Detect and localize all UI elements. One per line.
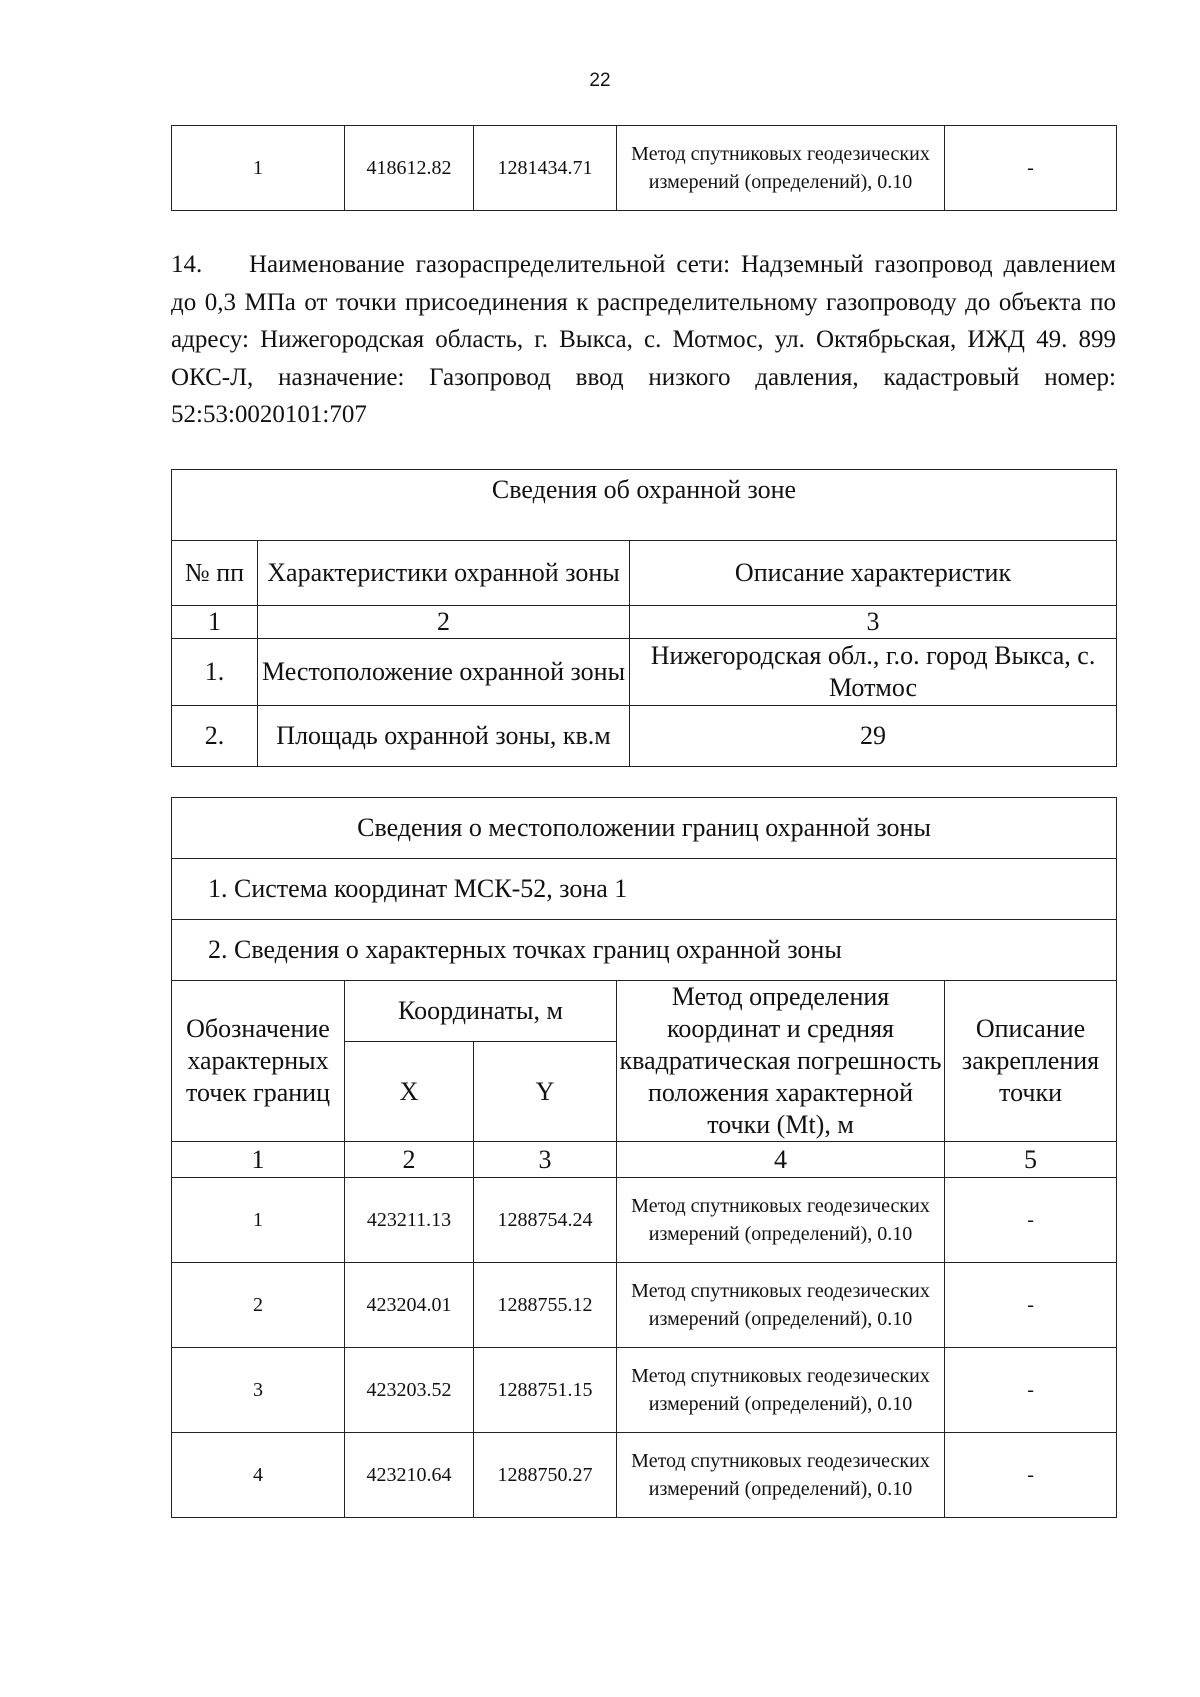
point-number: 4 xyxy=(172,1433,345,1518)
coord-y: 1288755.12 xyxy=(474,1263,617,1348)
header-method: Метод определения координат и средняя квадратическая погрешность положения характерной точки (Mt), м xyxy=(617,981,945,1142)
method-cell: Метод спутниковых геодезических измерений (определений), 0.10 xyxy=(617,1178,945,1263)
table-row xyxy=(172,706,1117,767)
row-number: 1. xyxy=(172,639,258,706)
coordinate-system: 1. Система координат МСК-52, зона 1 xyxy=(172,859,1117,920)
coord-y: 1288754.24 xyxy=(474,1178,617,1263)
page-number: 22 xyxy=(589,70,611,91)
coord-x: 423211.13 xyxy=(345,1178,474,1263)
column-index: 1 xyxy=(172,606,258,639)
table-row xyxy=(172,1263,1117,1348)
table-row xyxy=(172,126,1117,211)
table-row xyxy=(172,639,1117,706)
method-cell: Метод спутниковых геодезических измерений (определений), 0.10 xyxy=(617,1348,945,1433)
point-number: 1 xyxy=(172,126,345,211)
continued-coordinates-table xyxy=(171,125,1117,211)
point-number: 2 xyxy=(172,1263,345,1348)
method-cell: Метод спутниковых геодезических измерений (определений), 0.10 xyxy=(617,1263,945,1348)
column-index: 3 xyxy=(630,606,1117,639)
coord-x: 423203.52 xyxy=(345,1348,474,1433)
fix-description: - xyxy=(945,1348,1117,1433)
header-designation: Обозначение характерных точек границ xyxy=(172,981,345,1142)
zone-table-title: Сведения об охранной зоне xyxy=(172,470,1117,541)
fix-description: - xyxy=(945,1433,1117,1518)
boundary-points-table xyxy=(171,797,1117,1518)
column-index: 5 xyxy=(945,1142,1117,1178)
header-coordinates: Координаты, м xyxy=(345,981,617,1042)
header-number: № пп xyxy=(172,541,258,606)
points-title: 2. Сведения о характерных точках границ охранной зоны xyxy=(172,920,1117,981)
header-x: X xyxy=(345,1042,474,1142)
fix-description: - xyxy=(945,1178,1117,1263)
column-index: 4 xyxy=(617,1142,945,1178)
coord-x: 423210.64 xyxy=(345,1433,474,1518)
header-y: Y xyxy=(474,1042,617,1142)
coord-y: 1288750.27 xyxy=(474,1433,617,1518)
method-cell: Метод спутниковых геодезических измерений (определений), 0.10 xyxy=(617,126,945,211)
table-row xyxy=(172,1433,1117,1518)
point-number: 1 xyxy=(172,1178,345,1263)
coord-y: 1281434.71 xyxy=(474,126,617,211)
coord-x: 423204.01 xyxy=(345,1263,474,1348)
bounds-table-title: Сведения о местоположении границ охранной зоны xyxy=(172,798,1117,859)
column-index: 2 xyxy=(258,606,630,639)
characteristic-name: Местоположение охранной зоны xyxy=(258,639,630,706)
header-fix: Описание закрепления точки xyxy=(945,981,1117,1142)
fix-description: - xyxy=(945,126,1117,211)
table-row xyxy=(172,1348,1117,1433)
section-number: 14. xyxy=(171,251,203,278)
characteristic-value: Нижегородская обл., г.о. город Выкса, с. Мотмос xyxy=(630,639,1117,706)
coord-x: 418612.82 xyxy=(345,126,474,211)
row-number: 2. xyxy=(172,706,258,767)
characteristic-name: Площадь охранной зоны, кв.м xyxy=(258,706,630,767)
method-cell: Метод спутниковых геодезических измерений (определений), 0.10 xyxy=(617,1433,945,1518)
section-text: Наименование газораспределительной сети: Надземный газопровод давлением до 0,3 МПа от точки присоединения к распределительному газопроводу до объекта по адресу: Нижегородская область, г. Выкса, с. Мотмос, ул. Октябрьская, ИЖД 49. 899 ОКС-Л, назначение: Газопровод ввод низкого давления, кадастровый номер: 52:53:0020101:707 xyxy=(171,251,1116,428)
coord-y: 1288751.15 xyxy=(474,1348,617,1433)
header-description: Описание характеристик xyxy=(630,541,1117,606)
characteristic-value: 29 xyxy=(630,706,1117,767)
section-paragraph xyxy=(171,246,1116,434)
point-number: 3 xyxy=(172,1348,345,1433)
column-index: 2 xyxy=(345,1142,474,1178)
table-row xyxy=(172,1178,1117,1263)
header-characteristics: Характеристики охранной зоны xyxy=(258,541,630,606)
fix-description: - xyxy=(945,1263,1117,1348)
column-index: 3 xyxy=(474,1142,617,1178)
column-index: 1 xyxy=(172,1142,345,1178)
protected-zone-table xyxy=(171,469,1117,767)
